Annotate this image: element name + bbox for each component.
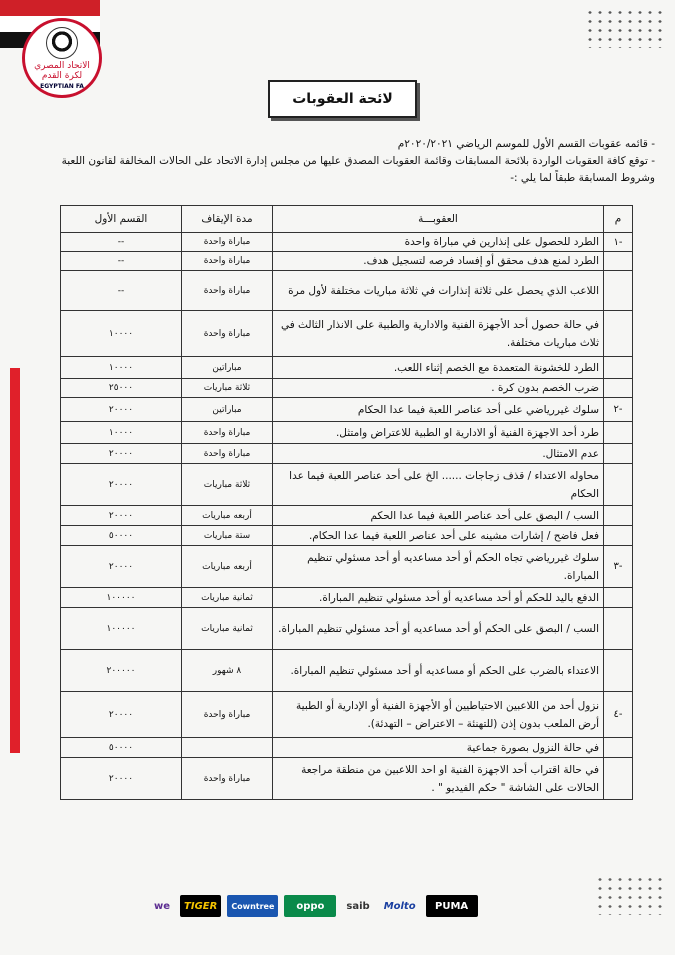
row-num: -٢: [604, 398, 633, 422]
row-duration: ثمانية مباريات: [182, 588, 273, 608]
row-fine: ١٠٠٠٠: [61, 357, 182, 379]
table-row: [61, 692, 633, 738]
row-penalty: السب / البصق على الحكم أو أحد مساعديه أو أحد مسئولي تنظيم المباراة.: [273, 608, 604, 650]
row-duration: مباراة واحدة: [182, 271, 273, 311]
row-fine: ١٠٠٠٠٠: [61, 608, 182, 650]
row-duration: أربعه مباريات: [182, 546, 273, 588]
row-duration: مباراة واحدة: [182, 422, 273, 444]
header-fine: القسم الأول: [61, 206, 182, 233]
sponsor-logo: Molto: [383, 900, 416, 912]
sponsor-logo: TIGER: [180, 895, 221, 917]
table-row: [61, 398, 633, 422]
row-num: [604, 738, 633, 758]
row-num: [604, 758, 633, 800]
efa-logo: [22, 18, 102, 98]
row-num: [604, 271, 633, 311]
row-num: [604, 608, 633, 650]
row-fine: ٢٠٠٠٠: [61, 444, 182, 464]
row-fine: ٢٠٠٠٠٠: [61, 650, 182, 692]
decorative-dots: [585, 8, 665, 48]
row-fine: --: [61, 271, 182, 311]
row-num: [604, 422, 633, 444]
row-fine: --: [61, 233, 182, 252]
row-num: [604, 252, 633, 271]
row-fine: ١٠٠٠٠٠: [61, 588, 182, 608]
intro-text: [45, 136, 655, 187]
row-fine: ٢٠٠٠٠: [61, 398, 182, 422]
row-penalty: عدم الامتثال.: [273, 444, 604, 464]
row-duration: مباراة واحدة: [182, 692, 273, 738]
row-num: [604, 526, 633, 546]
football-icon: [46, 27, 78, 59]
row-duration: أربعه مباريات: [182, 506, 273, 526]
page-title: لائحة العقوبات: [268, 80, 417, 118]
row-num: [604, 357, 633, 379]
row-fine: ١٠٠٠٠: [61, 311, 182, 357]
row-penalty: ضرب الخصم بدون كرة .: [273, 379, 604, 398]
table-row: [61, 379, 633, 398]
sponsor-logo: oppo: [284, 895, 336, 917]
table-row: [61, 526, 633, 546]
row-fine: --: [61, 252, 182, 271]
row-penalty: اللاعب الذي يحصل على ثلاثة إنذارات في ثلاثة مباريات مختلفة لأول مرة: [273, 271, 604, 311]
table-row: [61, 608, 633, 650]
row-penalty: سلوك غيررياضي على أحد عناصر اللعبة فيما عدا الحكام: [273, 398, 604, 422]
row-fine: ٢٠٠٠٠: [61, 692, 182, 738]
row-penalty: محاوله الاعتداء / قذف زجاجات ...... الخ على أحد عناصر اللعبة فيما عدا الحكام: [273, 464, 604, 506]
row-penalty: الاعتداء بالضرب على الحكم أو مساعديه أو أحد مسئولي تنظيم المباراة.: [273, 650, 604, 692]
row-penalty: الطرد للحصول على إنذارين في مباراة واحدة: [273, 233, 604, 252]
row-duration: ثمانية مباريات: [182, 608, 273, 650]
row-penalty: نزول أحد من اللاعبين الاحتياطيين أو الأجهزة الفنية أو الإدارية أو الطبية أرض الملعب بدون إذن (للتهنئة – الاعتراض – التهدئة).: [273, 692, 604, 738]
row-fine: ١٠٠٠٠: [61, 422, 182, 444]
row-num: -٤: [604, 692, 633, 738]
row-num: [604, 506, 633, 526]
sponsor-logo: we: [154, 900, 171, 912]
table-row: [61, 252, 633, 271]
row-duration: ثلاثة مباريات: [182, 379, 273, 398]
table-row: [61, 506, 633, 526]
row-penalty: في حالة حصول أحد الأجهزة الفنية والادارية والطبية على الانذار الثالث في ثلاث مباريات مختلفة.: [273, 311, 604, 357]
row-fine: ٢٠٠٠٠: [61, 464, 182, 506]
row-duration: مباراة واحدة: [182, 758, 273, 800]
table-row: [61, 650, 633, 692]
row-num: [604, 379, 633, 398]
row-num: [604, 444, 633, 464]
row-penalty: الدفع باليد للحكم أو أحد مساعديه أو أحد مسئولي تنظيم المباراة.: [273, 588, 604, 608]
row-penalty: فعل فاضح / إشارات مشينه على أحد عناصر اللعبة فيما عدا الحكام.: [273, 526, 604, 546]
table-row: [61, 546, 633, 588]
row-fine: ٥٠٠٠٠: [61, 526, 182, 546]
row-penalty: طرد أحد الاجهزة الفنية أو الادارية او الطبية للاعتراض وامتثل.: [273, 422, 604, 444]
table-header-row: [61, 206, 633, 233]
table-row: [61, 758, 633, 800]
intro-line: - قائمه عقوبات القسم الأول للموسم الرياضي ٢٠٢٠/٢٠٢١م: [397, 138, 655, 150]
row-fine: ٢٥٠٠٠: [61, 379, 182, 398]
row-num: [604, 650, 633, 692]
penalties-table: [60, 205, 633, 800]
row-fine: ٢٠٠٠٠: [61, 506, 182, 526]
header-penalty: العقوبـــة: [273, 206, 604, 233]
table-row: [61, 271, 633, 311]
logo-english-text: EGYPTIAN FA: [40, 83, 84, 90]
sponsor-logo: saib: [346, 900, 370, 912]
decorative-red-bar: [10, 368, 20, 753]
sponsor-logos: [150, 893, 510, 919]
table-row: [61, 357, 633, 379]
row-duration: مباراة واحدة: [182, 252, 273, 271]
sponsor-logo: Cowntree: [227, 895, 278, 917]
table-row: [61, 738, 633, 758]
row-duration: ستة مباريات: [182, 526, 273, 546]
row-duration: مباراتين: [182, 357, 273, 379]
intro-line: - توقع كافة العقوبات الواردة بلائحة المسابقات وقائمة العقوبات المصدق عليها من مجلس إدارة الاتحاد على الحالات المخالفة لقانون اللعبة وشروط المسابقة طبقاً لما يلي :-: [61, 155, 655, 184]
row-num: [604, 464, 633, 506]
table-row: [61, 588, 633, 608]
header-num: م: [604, 206, 633, 233]
row-num: [604, 311, 633, 357]
row-duration: مباراة واحدة: [182, 311, 273, 357]
row-penalty: سلوك غيررياضي تجاه الحكم أو أحد مساعديه أو أحد مسئولي تنظيم المباراة.: [273, 546, 604, 588]
row-penalty: الطرد للخشونة المتعمدة مع الخصم إثناء اللعب.: [273, 357, 604, 379]
row-duration: مباراة واحدة: [182, 444, 273, 464]
table-row: [61, 311, 633, 357]
row-duration: مباراة واحدة: [182, 233, 273, 252]
row-fine: ٢٠٠٠٠: [61, 758, 182, 800]
decorative-dots: [595, 875, 665, 915]
table-row: [61, 422, 633, 444]
row-num: -١: [604, 233, 633, 252]
row-fine: ٥٠٠٠٠: [61, 738, 182, 758]
row-penalty: الطرد لمنع هدف محقق أو إفساد فرصه لتسجيل هدف.: [273, 252, 604, 271]
table-row: [61, 444, 633, 464]
row-penalty: السب / البصق على أحد عناصر اللعبة فيما عدا الحكم: [273, 506, 604, 526]
row-penalty: في حالة النزول بصورة جماعية: [273, 738, 604, 758]
table-row: [61, 464, 633, 506]
row-num: -٣: [604, 546, 633, 588]
row-duration: مباراتين: [182, 398, 273, 422]
row-duration: ٨ شهور: [182, 650, 273, 692]
row-duration: ثلاثة مباريات: [182, 464, 273, 506]
row-penalty: في حالة اقتراب أحد الاجهزة الفنية او احد اللاعبين من منطقة مراجعة الحالات على الشاشة " حكم الفيديو " .: [273, 758, 604, 800]
row-fine: ٢٠٠٠٠: [61, 546, 182, 588]
table-row: [61, 233, 633, 252]
row-num: [604, 588, 633, 608]
sponsor-logo: PUMA: [426, 895, 478, 917]
logo-arabic-text: الاتحاد المصري لكرة القدم: [34, 61, 90, 81]
header-duration: مدة الإيقاف: [182, 206, 273, 233]
row-duration: [182, 738, 273, 758]
